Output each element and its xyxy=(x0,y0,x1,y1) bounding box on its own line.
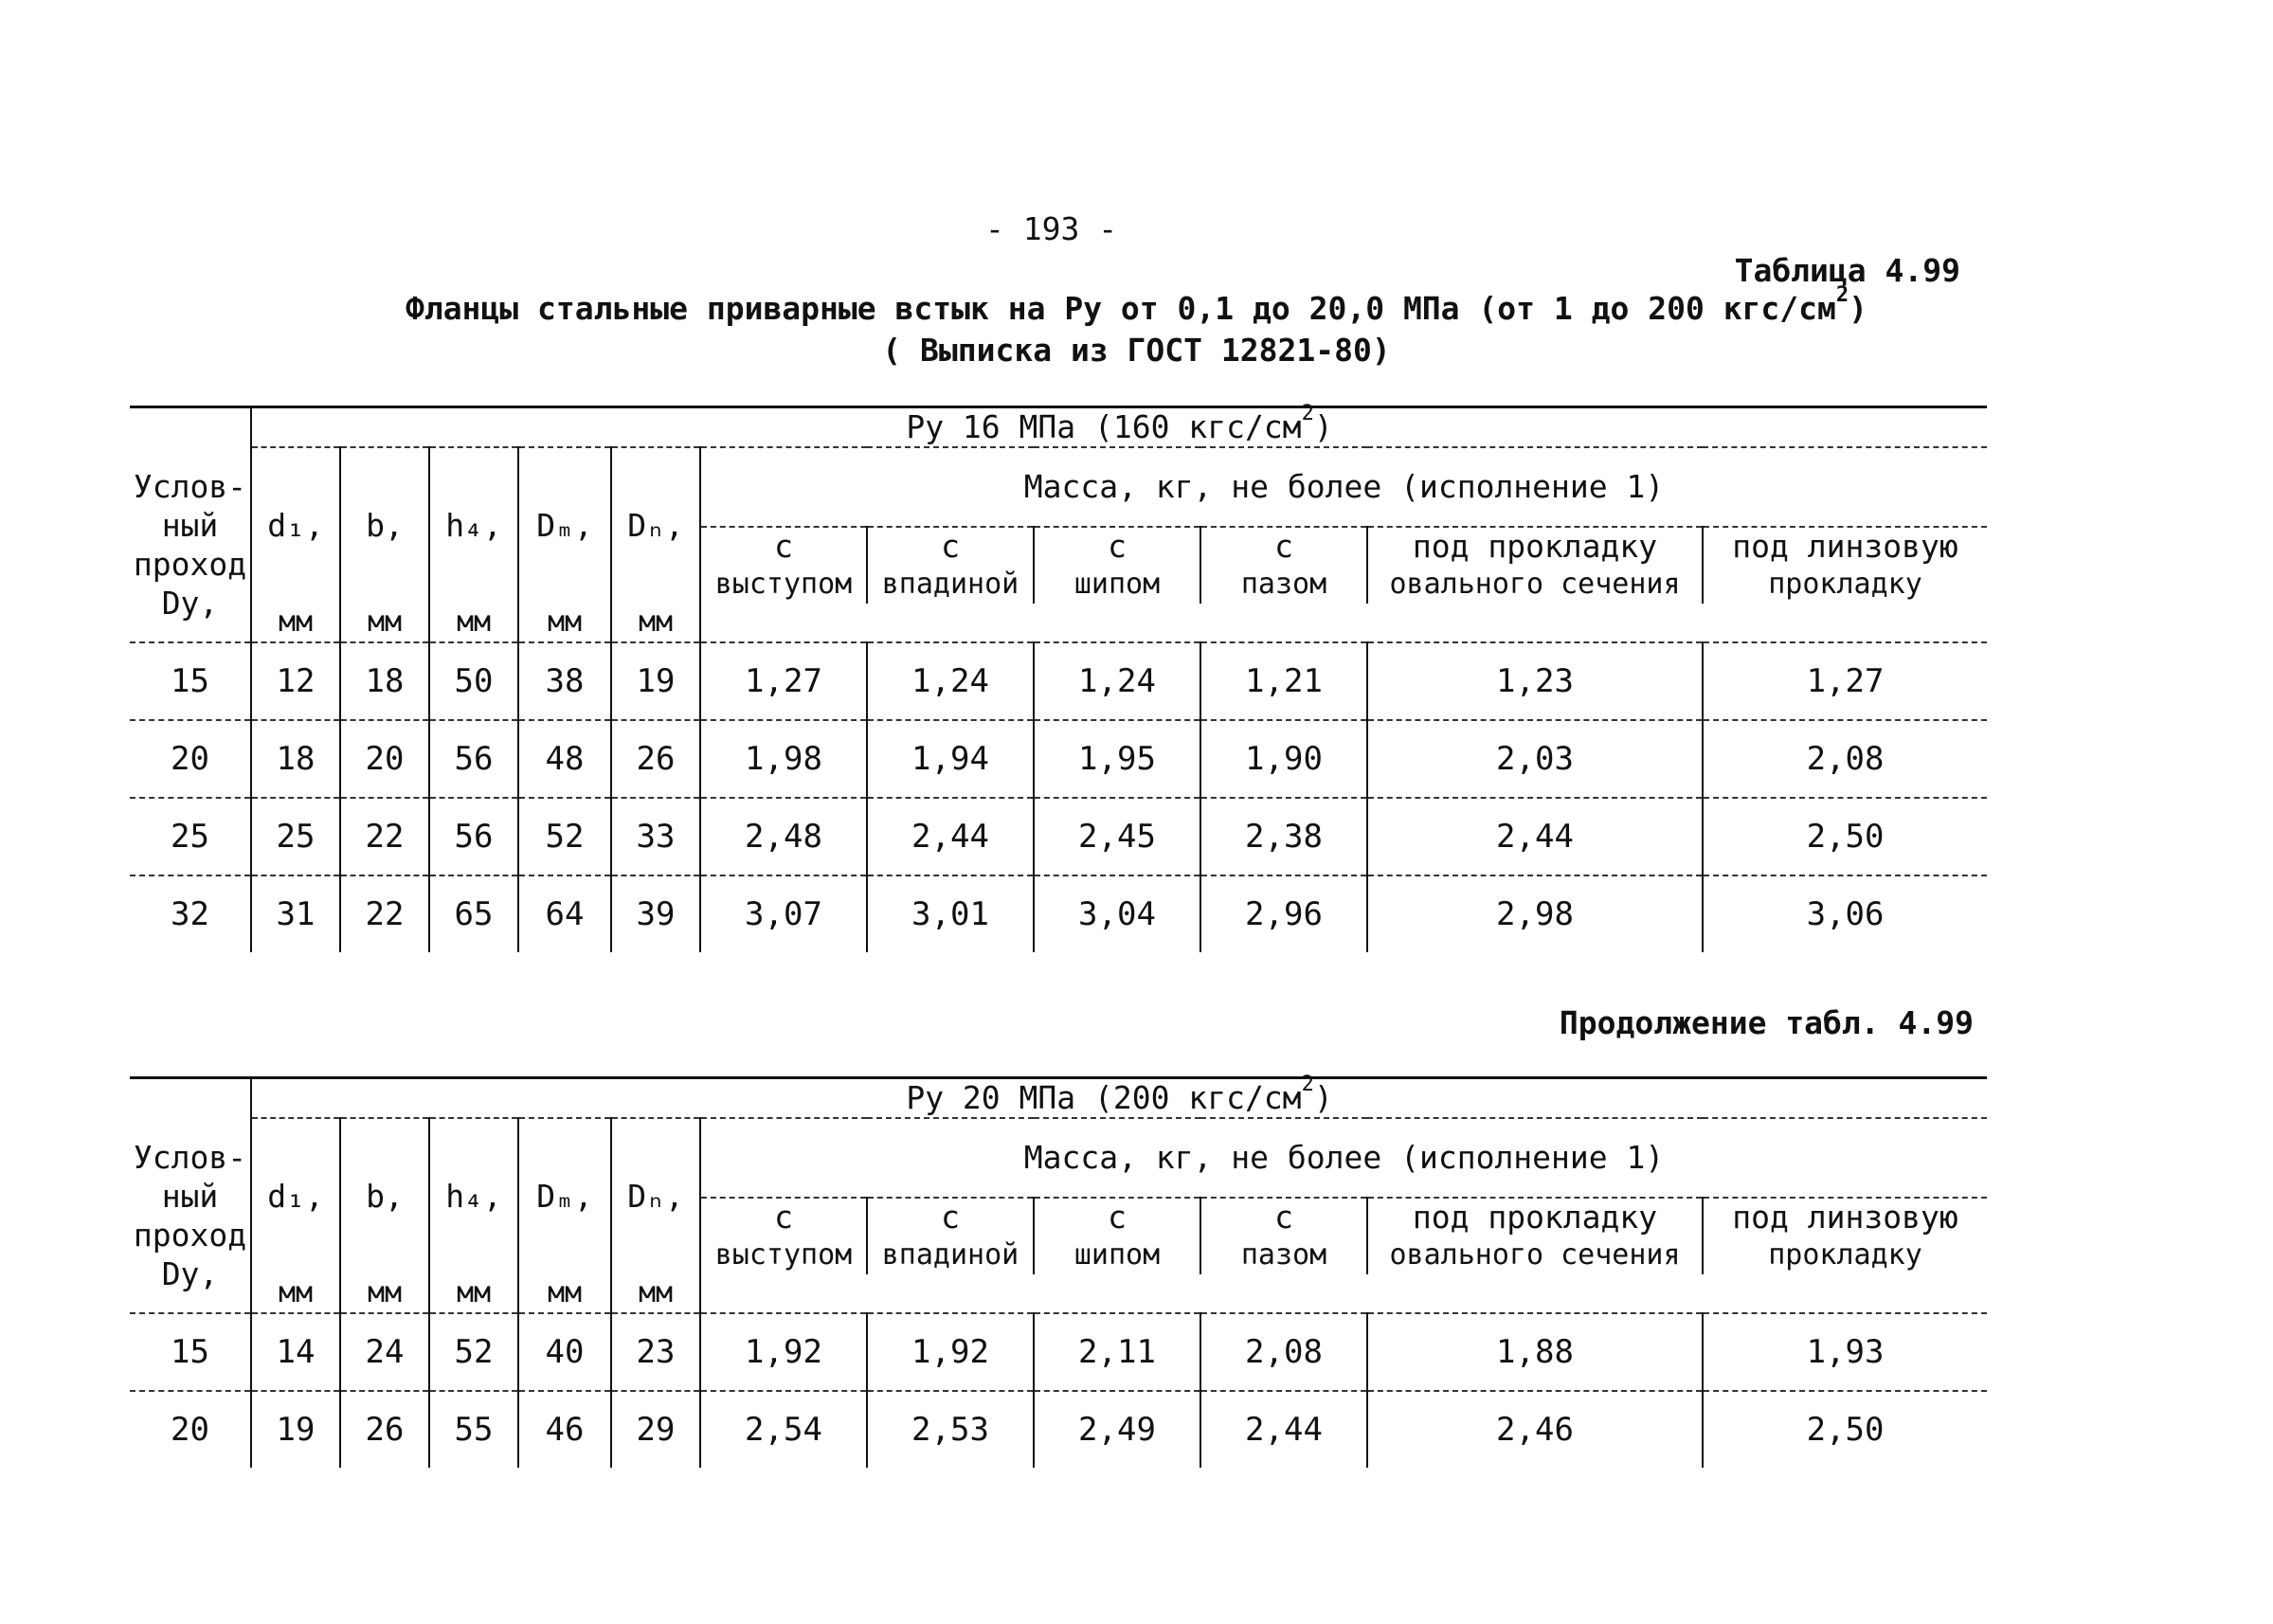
b-header: b, xyxy=(340,447,429,604)
value-cell: 2,50 xyxy=(1703,798,1987,875)
col-c6-b: прокладку xyxy=(1703,1236,1987,1274)
nominal-bore-cell: 32 xyxy=(130,875,251,952)
value-cell: 65 xyxy=(429,875,518,952)
table-title: Фланцы стальные приварные встык на Ру от 0,1 до 20,0 МПа (от 1 до 200 кгс/$см^2$) xyxy=(405,283,1868,327)
flange-table-1 xyxy=(130,402,1987,952)
value-cell: 2,38 xyxy=(1200,798,1367,875)
value-cell: 2,45 xyxy=(1034,798,1200,875)
unit-cell: мм xyxy=(611,604,700,642)
table-row xyxy=(130,720,1987,798)
value-cell: 2,08 xyxy=(1200,1313,1367,1391)
value-cell: 1,24 xyxy=(867,642,1034,720)
value-cell: 1,23 xyxy=(1367,642,1703,720)
value-cell: 1,88 xyxy=(1367,1313,1703,1391)
value-cell: 18 xyxy=(251,720,340,798)
value-cell: 1,21 xyxy=(1200,642,1367,720)
col-c1-a: с xyxy=(700,527,867,566)
mass-header: Масса, кг, не более (исполнение 1) xyxy=(700,1118,1987,1198)
value-cell: 2,44 xyxy=(1367,798,1703,875)
value-cell: 2,48 xyxy=(700,798,867,875)
unit-cell: мм xyxy=(611,1274,700,1313)
value-cell: 25 xyxy=(251,798,340,875)
nominal-bore-cell: 15 xyxy=(130,642,251,720)
value-cell: 2,53 xyxy=(867,1391,1034,1468)
nominal-bore-cell: 20 xyxy=(130,1391,251,1468)
value-cell: 38 xyxy=(518,642,611,720)
nominal-bore-cell: 20 xyxy=(130,720,251,798)
value-cell: 1,92 xyxy=(867,1313,1034,1391)
value-cell: 50 xyxy=(429,642,518,720)
unit-cell: мм xyxy=(340,604,429,642)
col-c1-a: с xyxy=(700,1198,867,1236)
value-cell: 12 xyxy=(251,642,340,720)
dn-header: Dₙ, xyxy=(611,1118,700,1274)
unit-cell: мм xyxy=(518,604,611,642)
unit-cell: мм xyxy=(340,1274,429,1313)
col-c3-a: с xyxy=(1034,1198,1200,1236)
value-cell: 1,95 xyxy=(1034,720,1200,798)
value-cell: 3,07 xyxy=(700,875,867,952)
col-c1-b: выступом xyxy=(700,1236,867,1274)
table-row xyxy=(130,1391,1987,1468)
col-c2-a: с xyxy=(867,527,1034,566)
continuation-label: Продолжение табл. 4.99 xyxy=(1559,1004,1974,1041)
value-cell: 46 xyxy=(518,1391,611,1468)
col-c4-b: пазом xyxy=(1200,566,1367,604)
value-cell: 29 xyxy=(611,1391,700,1468)
col-c5-a: под прокладку xyxy=(1367,527,1703,566)
col-c6-b: прокладку xyxy=(1703,566,1987,604)
nominal-bore-cell: 15 xyxy=(130,1313,251,1391)
value-cell: 1,27 xyxy=(1703,642,1987,720)
value-cell: 22 xyxy=(340,875,429,952)
value-cell: 33 xyxy=(611,798,700,875)
value-cell: 52 xyxy=(518,798,611,875)
value-cell: 1,24 xyxy=(1034,642,1200,720)
pressure-header-2: Ру 20 МПа (200 кгс/$см^2$) xyxy=(251,1078,1987,1119)
col-c3-b: шипом xyxy=(1034,1236,1200,1274)
value-cell: 14 xyxy=(251,1313,340,1391)
d1-header: d₁, xyxy=(251,447,340,604)
col-c6-a: под линзовую xyxy=(1703,1198,1987,1236)
value-cell: 18 xyxy=(340,642,429,720)
col-c4-a: с xyxy=(1200,527,1367,566)
table-number: Таблица 4.99 xyxy=(1734,252,1960,289)
value-cell: 2,08 xyxy=(1703,720,1987,798)
value-cell: 1,27 xyxy=(700,642,867,720)
value-cell: 39 xyxy=(611,875,700,952)
unit-cell: мм xyxy=(251,1274,340,1313)
col-c3-a: с xyxy=(1034,527,1200,566)
unit-cell: мм xyxy=(251,604,340,642)
value-cell: 2,49 xyxy=(1034,1391,1200,1468)
col-c2-b: впадиной xyxy=(867,1236,1034,1274)
mass-header: Масса, кг, не более (исполнение 1) xyxy=(700,447,1987,527)
value-cell: 26 xyxy=(340,1391,429,1468)
value-cell: 2,44 xyxy=(1200,1391,1367,1468)
col-c3-b: шипом xyxy=(1034,566,1200,604)
flange-table-2 xyxy=(130,1073,1987,1468)
value-cell: 2,44 xyxy=(867,798,1034,875)
value-cell: 2,98 xyxy=(1367,875,1703,952)
value-cell: 2,54 xyxy=(700,1391,867,1468)
col-c4-b: пазом xyxy=(1200,1236,1367,1274)
value-cell: 23 xyxy=(611,1313,700,1391)
value-cell: 56 xyxy=(429,798,518,875)
value-cell: 24 xyxy=(340,1313,429,1391)
d1-header: d₁, xyxy=(251,1118,340,1274)
dm-header: Dₘ, xyxy=(518,447,611,604)
value-cell: 64 xyxy=(518,875,611,952)
nominal-bore-header: Услов- ный проход Dy, xyxy=(133,467,247,622)
col-c2-b: впадиной xyxy=(867,566,1034,604)
nominal-bore-cell: 25 xyxy=(130,798,251,875)
h4-header: h₄, xyxy=(429,1118,518,1274)
value-cell: 31 xyxy=(251,875,340,952)
value-cell: 20 xyxy=(340,720,429,798)
value-cell: 2,46 xyxy=(1367,1391,1703,1468)
table-row xyxy=(130,798,1987,875)
value-cell: 48 xyxy=(518,720,611,798)
col-c5-b: овального сечения xyxy=(1367,1236,1703,1274)
value-cell: 2,03 xyxy=(1367,720,1703,798)
value-cell: 26 xyxy=(611,720,700,798)
page-number: - 193 - xyxy=(985,210,1118,247)
col-c1-b: выступом xyxy=(700,566,867,604)
dn-header: Dₙ, xyxy=(611,447,700,604)
nominal-bore-header: Услов- ный проход Dy, xyxy=(133,1138,247,1292)
h4-header: h₄, xyxy=(429,447,518,604)
table-row xyxy=(130,875,1987,952)
unit-cell: мм xyxy=(518,1274,611,1313)
col-c5-b: овального сечения xyxy=(1367,566,1703,604)
value-cell: 3,04 xyxy=(1034,875,1200,952)
pressure-header-1: Ру 16 МПа (160 кгс/$см^2$) xyxy=(251,407,1987,448)
value-cell: 2,96 xyxy=(1200,875,1367,952)
col-c2-a: с xyxy=(867,1198,1034,1236)
value-cell: 2,11 xyxy=(1034,1313,1200,1391)
dm-header: Dₘ, xyxy=(518,1118,611,1274)
value-cell: 52 xyxy=(429,1313,518,1391)
b-header: b, xyxy=(340,1118,429,1274)
value-cell: 3,01 xyxy=(867,875,1034,952)
value-cell: 2,50 xyxy=(1703,1391,1987,1468)
col-c5-a: под прокладку xyxy=(1367,1198,1703,1236)
value-cell: 40 xyxy=(518,1313,611,1391)
value-cell: 19 xyxy=(611,642,700,720)
unit-cell: мм xyxy=(429,1274,518,1313)
table-subtitle: ( Выписка из ГОСТ 12821-80) xyxy=(882,332,1391,369)
value-cell: 56 xyxy=(429,720,518,798)
value-cell: 1,98 xyxy=(700,720,867,798)
value-cell: 22 xyxy=(340,798,429,875)
value-cell: 19 xyxy=(251,1391,340,1468)
table-row xyxy=(130,1313,1987,1391)
col-c6-a: под линзовую xyxy=(1703,527,1987,566)
value-cell: 3,06 xyxy=(1703,875,1987,952)
unit-cell: мм xyxy=(429,604,518,642)
value-cell: 1,93 xyxy=(1703,1313,1987,1391)
value-cell: 1,90 xyxy=(1200,720,1367,798)
value-cell: 1,92 xyxy=(700,1313,867,1391)
value-cell: 1,94 xyxy=(867,720,1034,798)
table-row xyxy=(130,642,1987,720)
col-c4-a: с xyxy=(1200,1198,1367,1236)
value-cell: 55 xyxy=(429,1391,518,1468)
